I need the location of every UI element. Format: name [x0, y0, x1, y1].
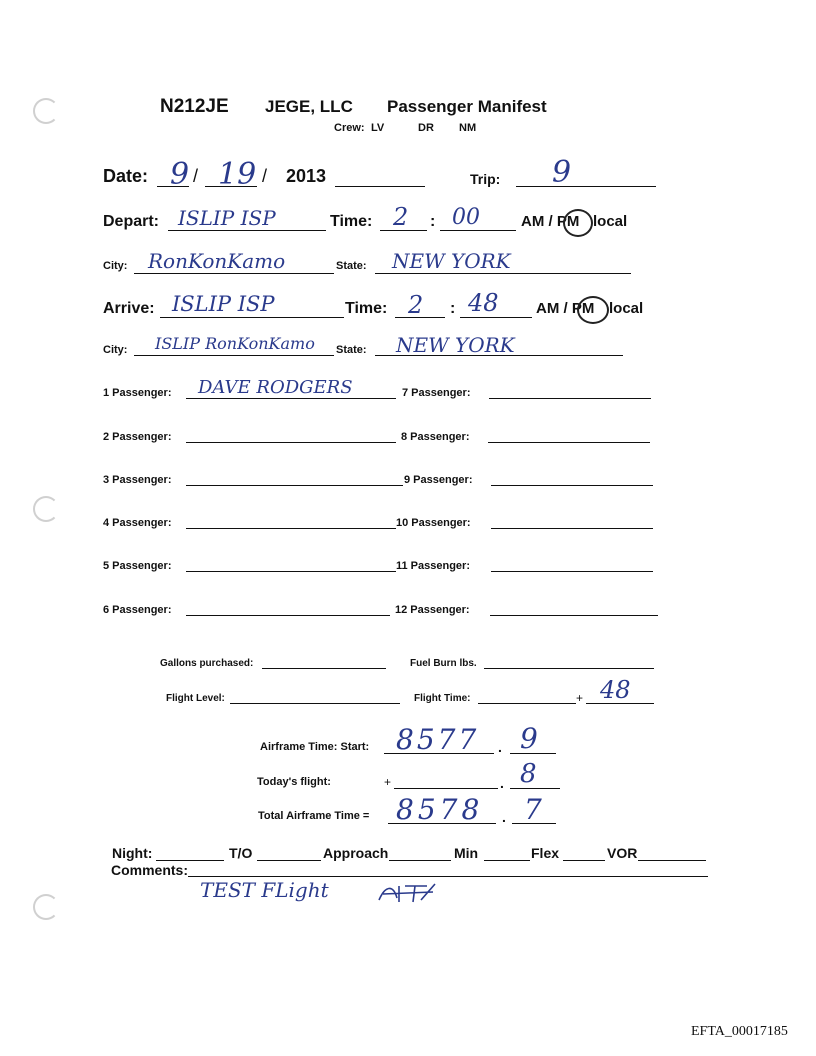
depart-state-line	[375, 273, 631, 274]
passenger-label: 6 Passenger:	[103, 604, 172, 616]
flex-label: Flex	[531, 845, 560, 861]
crew-member: DR	[418, 122, 434, 134]
passenger-label: 7 Passenger:	[402, 387, 471, 399]
punch-hole-middle	[33, 496, 59, 522]
passenger-line	[488, 442, 650, 443]
comments-line	[188, 876, 708, 877]
date-slash: /	[193, 166, 199, 186]
trip-number-entry: 9	[552, 155, 572, 190]
flight-time-add-entry: 48	[600, 676, 631, 704]
min-line	[484, 860, 530, 861]
todays-flight-plus: +	[384, 775, 392, 789]
todays-flight-line	[394, 788, 498, 789]
crew-member: NM	[459, 122, 477, 134]
arrive-time-label: Time:	[345, 300, 388, 317]
depart-min-line	[440, 230, 516, 231]
depart-city-label: City:	[103, 260, 128, 272]
arrive-city-line	[134, 355, 334, 356]
crew-label: Crew:	[334, 122, 365, 134]
passenger-label: 11 Passenger:	[396, 560, 470, 572]
flex-line	[563, 860, 605, 861]
passenger-line	[186, 442, 396, 443]
airframe-start-entry: 8577	[396, 723, 480, 756]
depart-time-colon: :	[430, 213, 436, 230]
passenger-label: 3 Passenger:	[103, 474, 172, 486]
airframe-start-dec-entry: 9	[520, 722, 538, 755]
flight-time-line	[478, 703, 576, 704]
arrive-city-label: City:	[103, 344, 128, 356]
date-label: Date:	[103, 166, 149, 186]
night-line	[156, 860, 224, 861]
to-line	[257, 860, 321, 861]
total-airframe-dot: .	[502, 809, 506, 825]
fuel-burn-label: Fuel Burn lbs.	[410, 658, 477, 669]
document-reference: EFTA_00017185	[691, 1024, 788, 1039]
flight-time-plus: +	[576, 691, 584, 705]
depart-entry: ISLIP ISP	[178, 206, 276, 230]
date-day-entry: 19	[218, 157, 257, 192]
gallons-line	[262, 668, 386, 669]
todays-flight-dec-entry: 8	[520, 759, 537, 789]
date-year: 2013	[286, 166, 327, 186]
date-year-line	[335, 186, 425, 187]
arrive-min-line	[460, 317, 532, 318]
depart-line	[168, 230, 326, 231]
document-title: Passenger Manifest	[387, 97, 547, 116]
todays-flight-label: Today's flight:	[257, 776, 331, 788]
date-month-entry: 9	[170, 157, 190, 192]
night-label: Night:	[112, 845, 153, 861]
passenger-label: 4 Passenger:	[103, 517, 172, 529]
passenger-label: 1 Passenger:	[103, 387, 172, 399]
vor-line	[638, 860, 706, 861]
total-airframe-dec-entry: 7	[524, 793, 542, 826]
arrive-hour-entry: 2	[408, 291, 424, 319]
passenger-label: 12 Passenger:	[395, 604, 470, 616]
airframe-start-label: Airframe Time: Start:	[260, 741, 370, 753]
total-airframe-entry: 8578	[396, 793, 484, 826]
crew-member: LV	[371, 122, 385, 134]
passenger-line	[186, 615, 390, 616]
passenger-line	[186, 398, 396, 399]
comments-entry: TEST FLight	[200, 878, 329, 902]
passenger-line	[491, 528, 653, 529]
min-label: Min	[454, 845, 479, 861]
tail-number: N212JE	[160, 96, 229, 117]
trip-line	[516, 186, 656, 187]
flight-level-line	[230, 703, 400, 704]
depart-city-entry: RonKonKamo	[148, 249, 286, 273]
passenger-line	[489, 398, 651, 399]
passenger-line	[186, 528, 396, 529]
passenger-name-entry: DAVE RODGERS	[198, 377, 353, 398]
passenger-label: 9 Passenger:	[404, 474, 473, 486]
fuel-burn-line	[484, 668, 654, 669]
passenger-line	[491, 571, 653, 572]
arrive-label: Arrive:	[103, 300, 155, 317]
flight-level-label: Flight Level:	[166, 693, 225, 704]
passenger-line	[490, 615, 658, 616]
flight-time-label: Flight Time:	[414, 693, 471, 704]
passenger-line	[186, 485, 403, 486]
vor-label: VOR	[607, 845, 638, 861]
passenger-label: 5 Passenger:	[103, 560, 172, 572]
arrive-entry: ISLIP ISP	[172, 292, 275, 316]
total-airframe-label: Total Airframe Time =	[258, 810, 370, 822]
crossed-out-scribble	[375, 880, 439, 906]
arrive-line	[160, 317, 344, 318]
trip-label: Trip:	[470, 171, 501, 187]
pm-circle-mark	[563, 209, 593, 237]
gallons-label: Gallons purchased:	[160, 658, 254, 669]
depart-local-label: local	[593, 213, 628, 230]
passenger-line	[491, 485, 653, 486]
depart-min-entry: 00	[452, 205, 480, 230]
arrive-local-label: local	[609, 300, 644, 317]
depart-city-line	[134, 273, 334, 274]
date-slash: /	[262, 166, 268, 186]
depart-state-label: State:	[336, 260, 367, 272]
arrive-min-entry: 48	[468, 289, 499, 317]
depart-time-label: Time:	[330, 213, 373, 230]
passenger-label: 2 Passenger:	[103, 431, 172, 443]
company-name: JEGE, LLC	[265, 97, 353, 116]
depart-label: Depart:	[103, 213, 160, 230]
arrive-city-entry: ISLIP RonKonKamo	[155, 334, 315, 353]
pm-circle-mark	[577, 296, 609, 324]
arrive-state-entry: NEW YORK	[396, 333, 515, 357]
todays-flight-dot: .	[500, 775, 504, 791]
depart-state-entry: NEW YORK	[392, 249, 511, 273]
depart-am-pm: AM / PM	[521, 213, 580, 230]
approach-label: Approach	[323, 845, 389, 861]
to-label: T/O	[229, 845, 253, 861]
passenger-label: 8 Passenger:	[401, 431, 470, 443]
arrive-time-colon: :	[450, 300, 456, 317]
punch-hole-bottom	[33, 894, 59, 920]
passenger-line	[186, 571, 396, 572]
punch-hole-top	[33, 98, 59, 124]
depart-hour-entry: 2	[393, 203, 409, 231]
arrive-state-label: State:	[336, 344, 367, 356]
approach-line	[389, 860, 451, 861]
arrive-am-pm: AM / PM	[536, 300, 595, 317]
airframe-start-dot: .	[498, 739, 502, 755]
comments-label: Comments:	[111, 862, 189, 878]
passenger-label: 10 Passenger:	[396, 517, 471, 529]
